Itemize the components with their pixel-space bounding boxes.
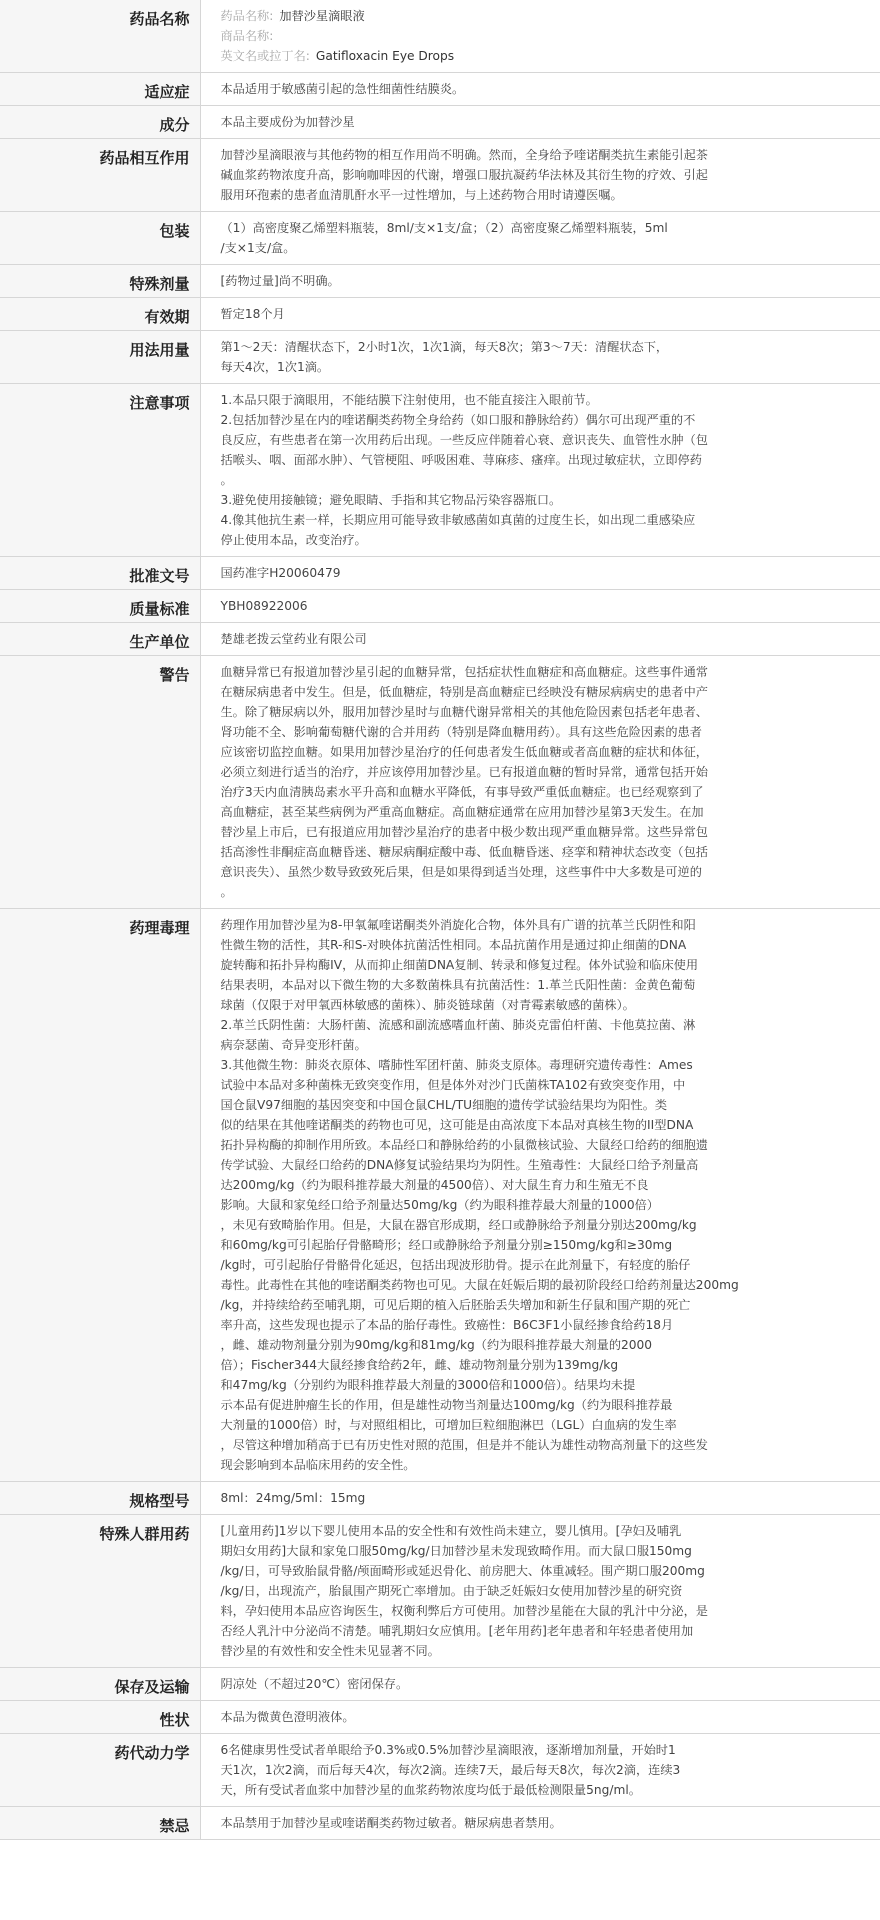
generic-name-line xyxy=(221,6,871,26)
row-storage-transport xyxy=(0,1668,880,1701)
pharmacology-toxicology-text-line: 传学试验、大鼠经口给药的DNA修复试验结果均为阴性。生殖毒性：大鼠经口给予剂量高 xyxy=(220,1158,699,1172)
contraindications-value xyxy=(200,1807,880,1840)
contraindications-label: 禁忌 xyxy=(0,1807,200,1840)
pharmacology-toxicology-text-line: ，雌、雄动物剂量分别为90mg/kg和81mg/kg（约为眼科推荐最大剂量的2000 xyxy=(220,1338,653,1352)
pharmacology-toxicology-text-line: 毒性。此毒性在其他的喹诺酮类药物也可见。大鼠在妊娠后期的最初阶段经口给药剂量达200mg xyxy=(220,1278,739,1292)
row-appearance xyxy=(0,1701,880,1734)
row-warnings xyxy=(0,656,880,909)
usage-dosage-label: 用法用量 xyxy=(0,331,200,384)
row-manufacturer xyxy=(0,623,880,656)
warnings-text-line: 括高渗性非酮症高血糖昏迷、糖尿病酮症酸中毒、低血糖昏迷、痉挛和精神状态改变（包括 xyxy=(220,845,708,859)
specification-label: 规格型号 xyxy=(0,1482,200,1515)
drug-name-label: 药品名称 xyxy=(0,0,200,73)
pharmacology-toxicology-text-line: 率升高，这些发现也提示了本品的胎仔毒性。致癌性：B6C3F1小鼠经掺食给药18月 xyxy=(220,1318,674,1332)
precautions-text-line: 停止使用本品，改变治疗。 xyxy=(220,533,367,547)
pharmacokinetics-label: 药代动力学 xyxy=(0,1734,200,1807)
row-specification xyxy=(0,1482,880,1515)
pharmacology-toxicology-text-line: 和47mg/kg（分别约为眼科推荐最大剂量的3000倍和1000倍）。结果均未提 xyxy=(220,1378,636,1392)
row-pharmacokinetics xyxy=(0,1734,880,1807)
storage-transport-label: 保存及运输 xyxy=(0,1668,200,1701)
special-populations-text-line: 否经人乳汁中分泌尚不清楚。哺乳期妇女应慎用。[老年用药]老年患者和年轻患者使用加 xyxy=(220,1624,694,1638)
precautions-text-line: 1.本品只限于滴眼用，不能结膜下注射使用，也不能直接注入眼前节。 xyxy=(220,393,598,407)
precautions-value xyxy=(200,384,880,557)
pharmacology-toxicology-text-line: 球菌（仅限于对甲氧西林敏感的菌株）、肺炎链球菌（对青霉素敏感的菌株）。 xyxy=(220,998,635,1012)
packaging-text-line: （1）高密度聚乙烯塑料瓶装，8ml/支×1支/盒；（2）高密度聚乙烯塑料瓶装，5ml xyxy=(220,221,668,235)
pharmacology-toxicology-text-line: 结果表明，本品对以下微生物的大多数菌株具有抗菌活性：1.革兰氏阳性菌：金黄色葡萄 xyxy=(220,978,696,992)
special-populations-label: 特殊人群用药 xyxy=(0,1515,200,1668)
appearance-value xyxy=(200,1701,880,1734)
storage-transport-text-line: 阴凉处（不超过20℃）密闭保存。 xyxy=(220,1677,409,1691)
precautions-text-line: 良反应，有些患者在第一次用药后出现。一些反应伴随着心衰、意识丧失、血管性水肿（包 xyxy=(220,433,708,447)
pharmacology-toxicology-text-line: 现会影响到本品临床用药的安全性。 xyxy=(220,1458,416,1472)
warnings-text-line: 在糖尿病患者中发生。但是，低血糖症，特别是高血糖症已经映没有糖尿病病史的患者中产 xyxy=(220,685,708,699)
manufacturer-text-line: 楚雄老拨云堂药业有限公司 xyxy=(220,632,367,646)
special-dosage-text-line: [药物过量]尚不明确。 xyxy=(220,274,340,288)
usage-dosage-value xyxy=(200,331,880,384)
pharmacology-toxicology-label: 药理毒理 xyxy=(0,909,200,1482)
manufacturer-label: 生产单位 xyxy=(0,623,200,656)
special-populations-text-line: 料，孕妇使用本品应咨询医生，权衡利弊后方可使用。加替沙星能在大鼠的乳汁中分泌，是 xyxy=(220,1604,708,1618)
usage-dosage-text-line: 第1～2天：清醒状态下，2小时1次，1次1滴，每天8次；第3～7天：清醒状态下， xyxy=(220,340,669,354)
warnings-text-line: 替沙星上市后，已有报道应用加替沙星治疗的患者中极少数出现严重血糖异常。这些异常包 xyxy=(220,825,708,839)
special-dosage-label: 特殊剂量 xyxy=(0,265,200,298)
expiry-value xyxy=(200,298,880,331)
quality-standard-value xyxy=(200,590,880,623)
pharmacology-toxicology-text-line: 影响。大鼠和家兔经口给予剂量达50mg/kg（约为眼科推荐最大剂量的1000倍） xyxy=(220,1198,659,1212)
trade-name-key: 商品名称: xyxy=(220,29,274,43)
row-precautions xyxy=(0,384,880,557)
pharmacology-toxicology-text-line: 旋转酶和拓扑异构酶IV，从而抑止细菌DNA复制、转录和修复过程。体外试验和临床使用 xyxy=(220,958,699,972)
pharmacology-toxicology-text-line: /kg时，可引起胎仔骨骼骨化延迟，包括出现波形肋骨。提示在此剂量下，有轻度的胎仔 xyxy=(220,1258,691,1272)
drug-interactions-text-line: 碱血浆药物浓度升高，影响咖啡因的代谢，增强口服抗凝药华法林及其衍生物的疗效、引起 xyxy=(220,168,708,182)
special-populations-text-line: 期妇女用药]大鼠和家兔口服50mg/kg/日加替沙星未发现致畸作用。而大鼠口服150mg xyxy=(220,1544,692,1558)
pharmacokinetics-value xyxy=(200,1734,880,1807)
pharmacology-toxicology-text-line: 3.其他微生物：肺炎衣原体、嗜肺性军团杆菌、肺炎支原体。毒理研究遗传毒性：Ames xyxy=(220,1058,693,1072)
warnings-text-line: 血糖异常已有报道加替沙星引起的血糖异常，包括症状性血糖症和高血糖症。这些事件通常 xyxy=(220,665,708,679)
english-name-line xyxy=(221,46,871,66)
pharmacokinetics-text-line: 天1次，1次2滴，而后每天4次，每次2滴。连续7天，最后每天8次，每次2滴，连续3 xyxy=(220,1763,681,1777)
row-ingredients xyxy=(0,106,880,139)
pharmacology-toxicology-text-line: /kg，并持续给药至哺乳期，可见后期的植入后胚胎丢失增加和新生仔鼠和围产期的死亡 xyxy=(220,1298,691,1312)
packaging-label: 包装 xyxy=(0,212,200,265)
warnings-text-line: 生。除了糖尿病以外，服用加替沙星时与血糖代谢异常相关的其他危险因素包括老年患者、 xyxy=(220,705,708,719)
ingredients-label: 成分 xyxy=(0,106,200,139)
precautions-text-line: 4.像其他抗生素一样，长期应用可能导致非敏感菌如真菌的过度生长，如出现二重感染应 xyxy=(220,513,696,527)
pharmacology-toxicology-text-line: 药理作用加替沙星为8-甲氧氟喹诺酮类外消旋化合物，体外具有广谱的抗革兰氏阴性和阳 xyxy=(220,918,696,932)
pharmacology-toxicology-text-line: 国仓鼠V97细胞的基因突变和中国仓鼠CHL/TU细胞的遗传学试验结果均为阳性。类 xyxy=(220,1098,668,1112)
precautions-text-line: 。 xyxy=(220,473,233,487)
english-name-value: Gatifloxacin Eye Drops xyxy=(315,49,455,63)
pharmacology-toxicology-text-line: 2.革兰氏阴性菌：大肠杆菌、流感和副流感嗜血杆菌、肺炎克雷伯杆菌、卡他莫拉菌、淋 xyxy=(220,1018,696,1032)
contraindications-text-line: 本品禁用于加替沙星或喹诺酮类药物过敏者。糖尿病患者禁用。 xyxy=(220,1816,562,1830)
row-expiry xyxy=(0,298,880,331)
pharmacology-toxicology-text-line: 性微生物的活性，其R-和S-对映体抗菌活性相同。本品抗菌作用是通过抑止细菌的DNA xyxy=(220,938,687,952)
row-special-populations xyxy=(0,1515,880,1668)
drug-interactions-text-line: 服用环孢素的患者血清肌酐水平一过性增加，与上述药物合用时请遵医嘱。 xyxy=(220,188,623,202)
quality-standard-text-line: YBH08922006 xyxy=(220,599,308,613)
pharmacology-toxicology-text-line: 大剂量的1000倍）时，与对照组相比，可增加巨粒细胞淋巴（LGL）白血病的发生率 xyxy=(220,1418,677,1432)
expiry-text-line: 暂定18个月 xyxy=(220,307,285,321)
warnings-text-line: 必须立刻进行适当的治疗，并应该停用加替沙星。已有报道血糖的暂时异常，通常包括开始 xyxy=(220,765,708,779)
ingredients-value xyxy=(200,106,880,139)
row-packaging xyxy=(0,212,880,265)
special-populations-text-line: /kg/日，可导致胎鼠骨骼/颅面畸形或延迟骨化、前房肥大、体重减轻。围产期口服200mg xyxy=(220,1564,705,1578)
warnings-label: 警告 xyxy=(0,656,200,909)
row-approval-number xyxy=(0,557,880,590)
precautions-label: 注意事项 xyxy=(0,384,200,557)
pharmacology-toxicology-text-line: 达200mg/kg（约为眼科推荐最大剂量的4500倍）、对大鼠生育力和生殖无不良 xyxy=(220,1178,649,1192)
generic-name-key: 药品名称: xyxy=(220,9,274,23)
special-populations-text-line: /kg/日，出现流产，胎鼠围产期死亡率增加。由于缺乏妊娠妇女使用加替沙星的研究资 xyxy=(220,1584,683,1598)
precautions-text-line: 3.避免使用接触镜；避免眼睛、手指和其它物品污染容器瓶口。 xyxy=(220,493,562,507)
indications-text-line: 本品适用于敏感菌引起的急性细菌性结膜炎。 xyxy=(220,82,465,96)
expiry-label: 有效期 xyxy=(0,298,200,331)
manufacturer-value xyxy=(200,623,880,656)
pharmacology-toxicology-text-line: ，未见有致畸胎作用。但是，大鼠在器官形成期，经口或静脉给予剂量分别达200mg/kg xyxy=(220,1218,697,1232)
approval-number-label: 批准文号 xyxy=(0,557,200,590)
drug-interactions-text-line: 加替沙星滴眼液与其他药物的相互作用尚不明确。然而，全身给予喹诺酮类抗生素能引起茶 xyxy=(220,148,708,162)
pharmacokinetics-text-line: 6名健康男性受试者单眼给予0.3%或0.5%加替沙星滴眼液，逐渐增加剂量，开始时1 xyxy=(220,1743,676,1757)
pharmacology-toxicology-text-line: 拓扑异构酶的抑制作用所致。本品经口和静脉给药的小鼠微核试验、大鼠经口给药的细胞遗 xyxy=(220,1138,708,1152)
packaging-text-line: /支×1支/盒。 xyxy=(220,241,296,255)
storage-transport-value xyxy=(200,1668,880,1701)
special-populations-value xyxy=(200,1515,880,1668)
pharmacology-toxicology-text-line: 试验中本品对多种菌株无致突变作用，但是体外对沙门氏菌株TA102有致突变作用，中 xyxy=(220,1078,686,1092)
generic-name-value: 加替沙星滴眼液 xyxy=(279,9,365,23)
row-quality-standard xyxy=(0,590,880,623)
appearance-text-line: 本品为微黄色澄明液体。 xyxy=(220,1710,355,1724)
drug-interactions-label: 药品相互作用 xyxy=(0,139,200,212)
precautions-text-line: 2.包括加替沙星在内的喹诺酮类药物全身给药（如口服和静脉给药）偶尔可出现严重的不 xyxy=(220,413,696,427)
pharmacology-toxicology-text-line: 倍）；Fischer344大鼠经掺食给药2年，雌、雄动物剂量分别为139mg/kg xyxy=(220,1358,619,1372)
row-drug-interactions xyxy=(0,139,880,212)
usage-dosage-text-line: 每天4次，1次1滴。 xyxy=(220,360,330,374)
row-drug-name xyxy=(0,0,880,73)
pharmacology-toxicology-text-line: 和60mg/kg可引起胎仔骨骼畸形；经口或静脉给予剂量分别≥150mg/kg和≥30mg xyxy=(220,1238,673,1252)
pharmacology-toxicology-value xyxy=(200,909,880,1482)
special-populations-text-line: [儿童用药]1岁以下婴儿使用本品的安全性和有效性尚未建立，婴儿慎用。[孕妇及哺乳 xyxy=(220,1524,682,1538)
packaging-value xyxy=(200,212,880,265)
warnings-text-line: 高血糖症，甚至某些病例为严重高血糖症。高血糖症通常在应用加替沙星第3天发生。在加 xyxy=(220,805,704,819)
ingredients-text-line: 本品主要成份为加替沙星 xyxy=(220,115,355,129)
english-name-key: 英文名或拉丁名: xyxy=(220,49,310,63)
appearance-label: 性状 xyxy=(0,1701,200,1734)
pharmacology-toxicology-text-line: 病奈瑟菌、奇异变形杆菌。 xyxy=(220,1038,367,1052)
warnings-text-line: 。 xyxy=(220,885,233,899)
warnings-text-line: 意识丧失）、虽然少数导致致死后果，但是如果得到适当处理，这些事件中大多数是可逆的 xyxy=(220,865,702,879)
pharmacokinetics-text-line: 天，所有受试者血浆中加替沙星的血浆药物浓度均低于最低检测限量5ng/ml。 xyxy=(220,1783,641,1797)
pharmacology-toxicology-text-line: 似的结果在其他喹诺酮类的药物也可见，这可能是由高浓度下本品对真核生物的II型DNA xyxy=(220,1118,694,1132)
drug-name-value xyxy=(200,0,880,73)
special-dosage-value xyxy=(200,265,880,298)
pharmacology-toxicology-text-line: ，尽管这种增加稍高于已有历史性对照的范围，但是并不能认为雄性动物高剂量下的这些发 xyxy=(220,1438,708,1452)
indications-label: 适应症 xyxy=(0,73,200,106)
pharmacology-toxicology-text-line: 示本品有促进肿瘤生长的作用，但是雄性动物当剂量达100mg/kg（约为眼科推荐最 xyxy=(220,1398,673,1412)
approval-number-value xyxy=(200,557,880,590)
warnings-text-line: 治疗3天内血清胰岛素水平升高和血糖水平降低，有事导致严重低血糖症。也已经观察到了 xyxy=(220,785,704,799)
drug-interactions-value xyxy=(200,139,880,212)
specification-text-line: 8ml：24mg/5ml：15mg xyxy=(220,1491,366,1505)
row-contraindications xyxy=(0,1807,880,1840)
warnings-value xyxy=(200,656,880,909)
indications-value xyxy=(200,73,880,106)
special-populations-text-line: 替沙星的有效性和安全性未见显著不同。 xyxy=(220,1644,440,1658)
specification-value xyxy=(200,1482,880,1515)
row-special-dosage xyxy=(0,265,880,298)
row-pharmacology-toxicology xyxy=(0,909,880,1482)
row-usage-dosage xyxy=(0,331,880,384)
precautions-text-line: 括喉头、咽、面部水肿）、气管梗阻、呼吸困难、荨麻疹、瘙痒。出现过敏症状，立即停药 xyxy=(220,453,702,467)
warnings-text-line: 肾功能不全、影响葡萄糖代谢的合并用药（特别是降血糖用药）。具有这些危险因素的患者 xyxy=(220,725,702,739)
warnings-text-line: 应该密切监控血糖。如果用加替沙星治疗的任何患者发生低血糖或者高血糖的症状和体征， xyxy=(220,745,708,759)
quality-standard-label: 质量标准 xyxy=(0,590,200,623)
row-indications xyxy=(0,73,880,106)
trade-name-line xyxy=(221,26,871,46)
approval-number-text-line: 国药准字H20060479 xyxy=(220,566,341,580)
